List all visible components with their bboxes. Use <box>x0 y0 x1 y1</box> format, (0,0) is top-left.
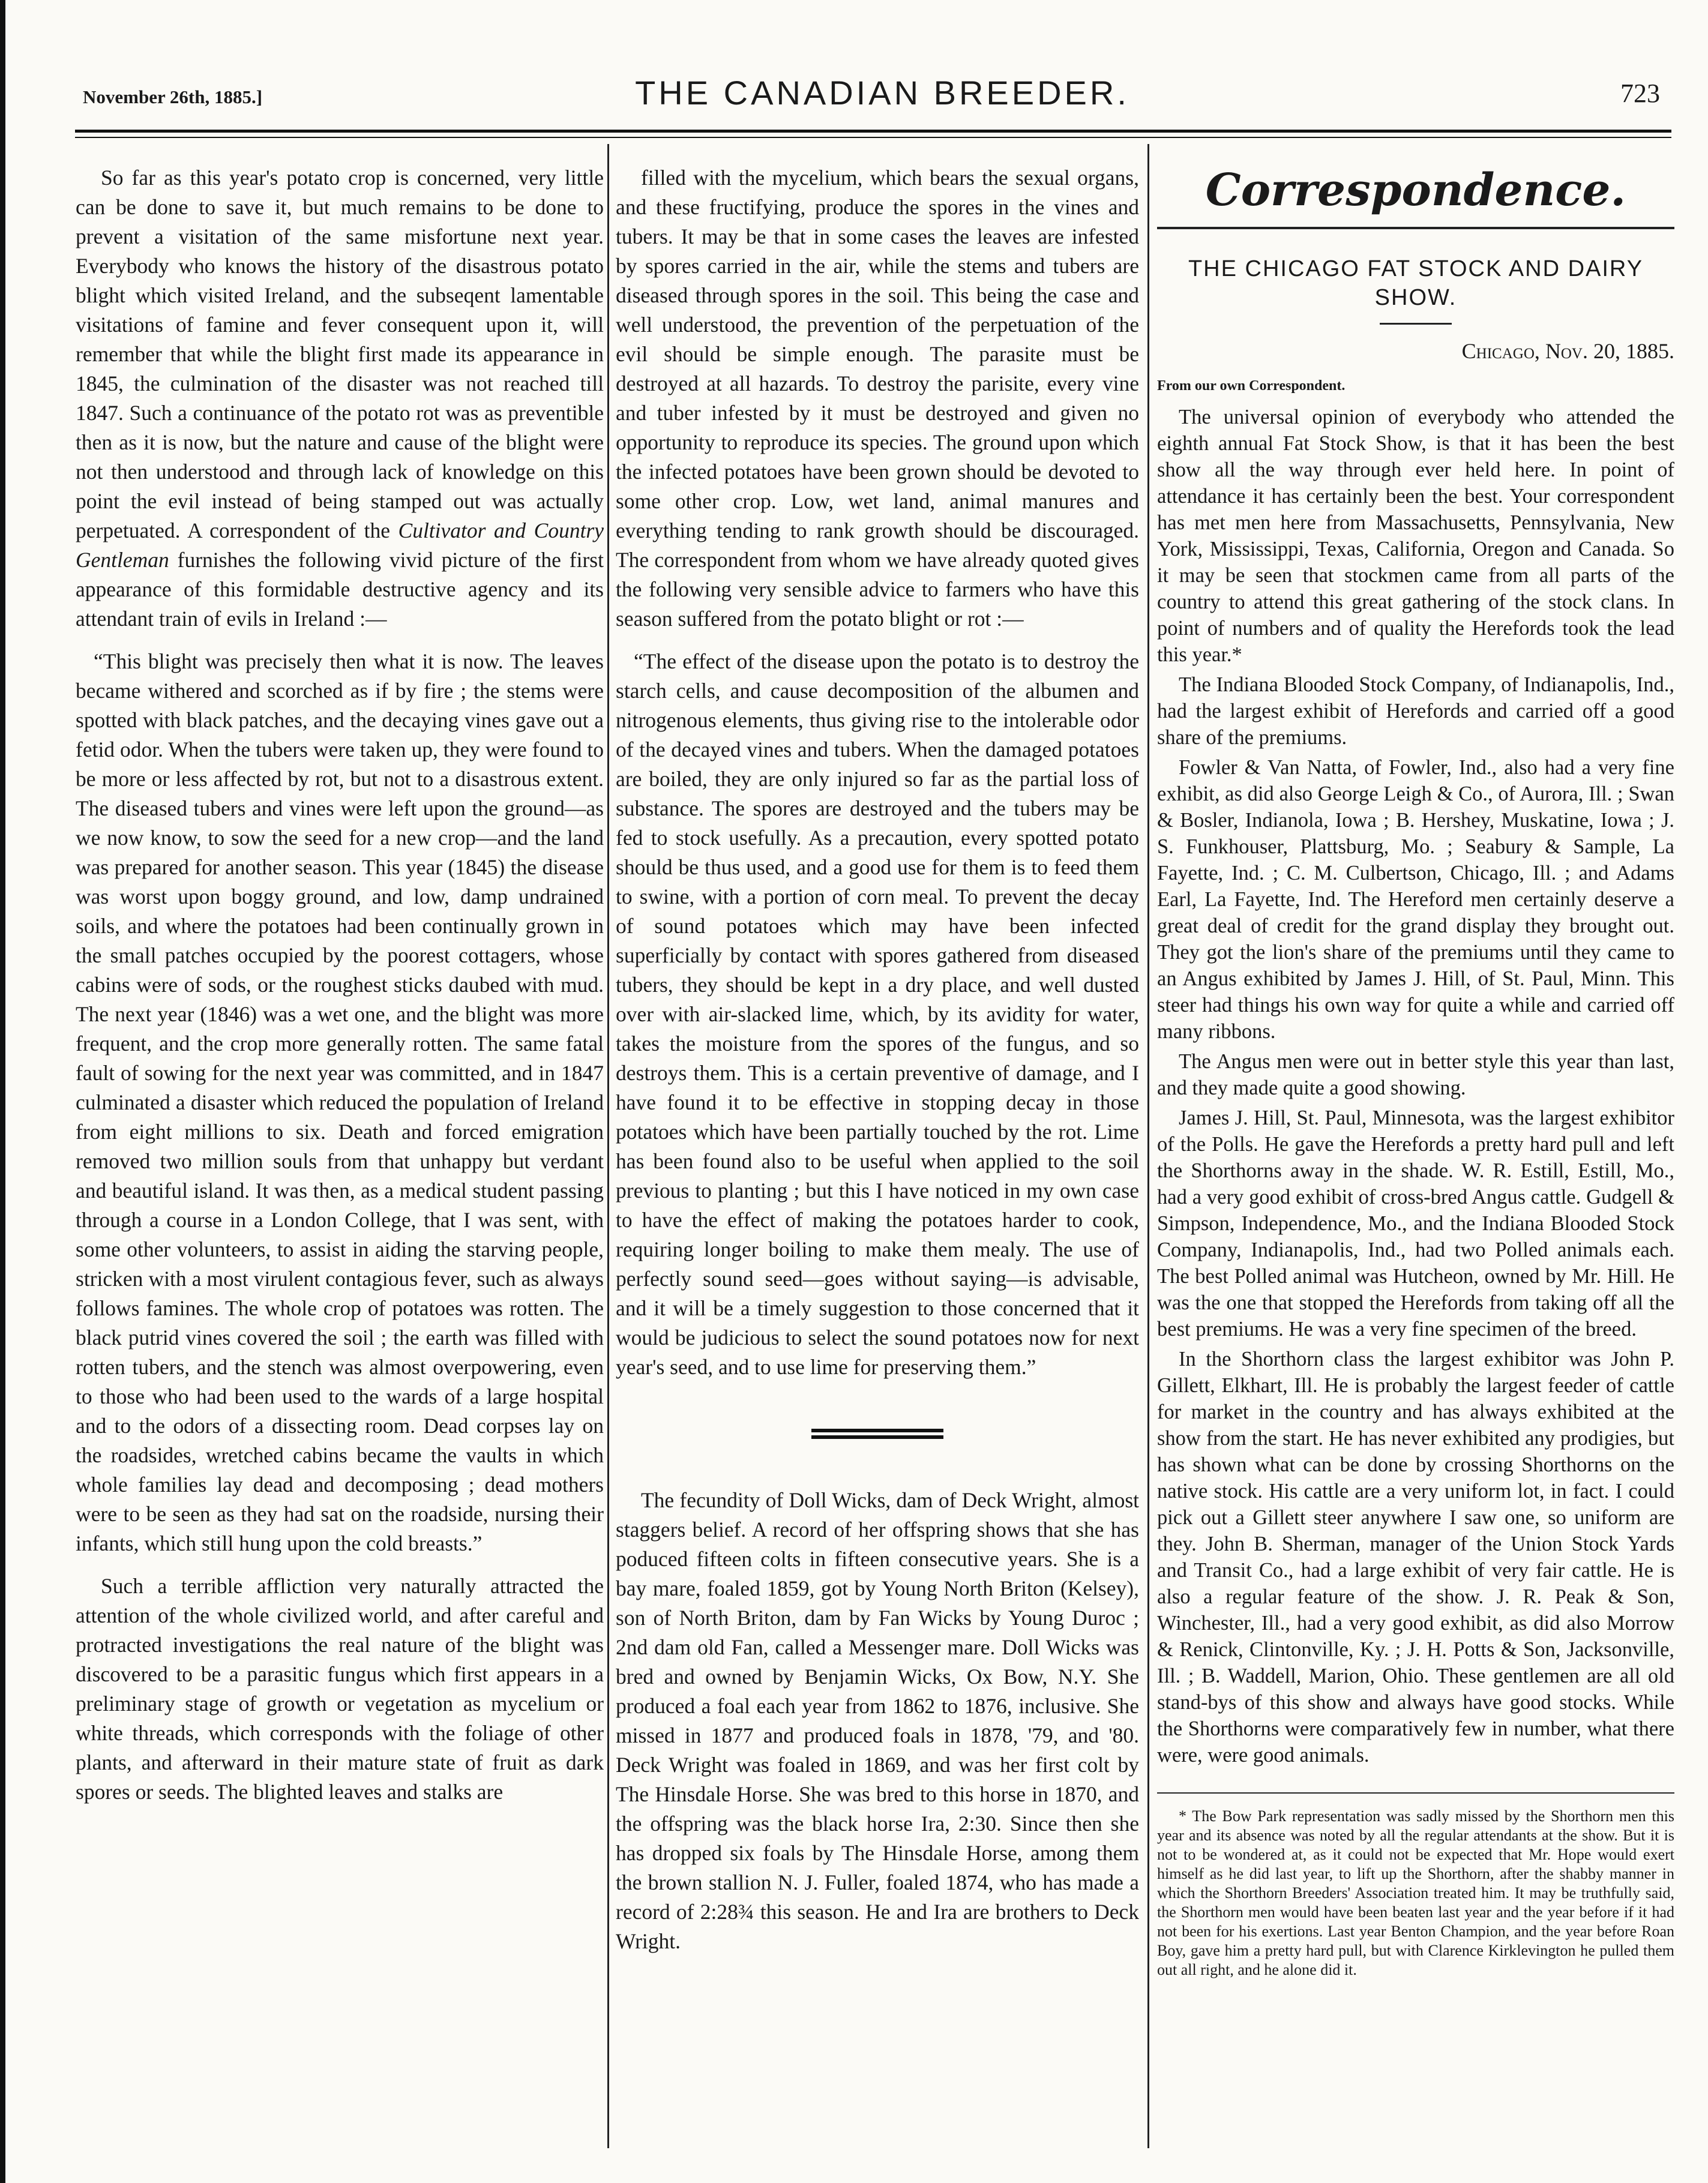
column-1 <box>76 163 604 2143</box>
page-spine-edge <box>0 0 5 2183</box>
newspaper-title: THE CANADIAN BREEDER. <box>635 74 1129 112</box>
article-separator <box>811 1429 943 1439</box>
fat-stock-paragraph-2: The Indiana Blooded Stock Company, of Indianapolis, Ind., had the largest exhibit of Herefords and carried off a good share of the premiums. <box>1157 673 1674 749</box>
paragraph-text: So far as this year's potato crop is concerned, very little can be done to save it, but much remains to be done to prevent a visitation of the same misfortune next year. Everybody who knows the history of the disastrous potato blight which visited Ireland, and the subseqent lamentable visitations of famine and fever consequent upon it, will remember that while the blight first made its appearance in 1845, the culmination of the disaster was not reached till 1847. Such a continuance of the potato rot was as preventible then as it is now, but the nature and cause of the blight were not then understood and through lack of knowledge on this point the evil instead of being stamped out was actually perpetuated. A correspondent of the <box>76 166 604 542</box>
title-rule <box>1380 323 1452 325</box>
footnote: * The Bow Park representation was sadly missed by the Shorthorn men this year and its absence was noted by all the regular attendants at the show. But it is not to be wondered at, as it could not be expected that Mr. Hope would exert himself as he did last year, to lift up the Shorthorn, after the shabby manner in which the Shorthorn Breeders' Association treated him. It may be truthfully said, the Shorthorn men would have been beaten last year and the year before if it had not been for his exertions. Last year Benton Champion, and the year before Roan Boy, gave him a pretty hard pull, but with Clarence Kirklevington he pulled them out all right, and he alone did it. <box>1157 1807 1674 1978</box>
paragraph-text-end: furnishes the following vivid picture of the first appearance of this formidable destructive agency and its attendant train of evils in Ireland :— <box>76 548 604 631</box>
publication-name: Cultivator and Country Gentleman <box>76 518 604 572</box>
correspondence-masthead: Correspondence. <box>1205 164 1626 216</box>
page-number: 723 <box>1620 79 1660 108</box>
article-title: THE CHICAGO FAT STOCK AND DAIRY SHOW. <box>1188 256 1644 310</box>
potato-article-paragraph-1 <box>76 163 604 634</box>
header-rule-thin <box>75 137 1671 138</box>
column-divider-2 <box>1147 144 1149 2148</box>
dateline: Chicago, Nov. 20, 1885. <box>1461 339 1674 363</box>
byline: From our own Correspondent. <box>1157 378 1346 394</box>
fat-stock-paragraph-5: James J. Hill, St. Paul, Minnesota, was the largest exhibitor of the Polls. He gave the Herefords a pretty hard pull and left the Shorthorns away in the shade. W. R. Estill, Estill, Mo., had a very good exhibit of cross-bred Angus cattle. Gudgell & Simpson, Independence, Mo., and the Indiana Blooded Stock Company, Indianapolis, Ind., had two Polled animals each. The best Polled animal was Hutcheon, owned by Mr. Hill. He was the one that stopped the Herefords from taking off all the best premiums. He was a very fine specimen of the breed. <box>1157 1107 1674 1341</box>
advice-quotation: “The effect of the disease upon the potato is to destroy the starch cells, and cause decomposition of the albumen and nitrogenous elements, thus giving rise to the intolerable odor of the decayed vines and tubers. When the damaged potatoes are boiled, they are only injured so far as the partial loss of substance. The spores are destroyed and the tubers may be fed to stock usefully. As a precaution, every spotted potato should be thus used, and a good use for them is to feed them to swine, with a portion of corn meal. To prevent the decay of sound potatoes which may have been infected superficially by contact with spores gathered from diseased tubers, they should be kept in a dry place, and well dusted over with air-slacked lime, which, by its avidity for water, takes the moisture from the spores of the fungus, and so destroys them. This is a certain preventive of damage, and I have found it to be effective in stopping decay in those potatoes which have been partially touched by the rot. Lime has been found also to be useful when applied to the soil previous to planting ; but this I have noticed in my own case to have the effect of making the potatoes harder to cook, requiring longer boiling to make them mealy. The use of perfectly sound seed—goes without saying—is advisable, and it will be a timely suggestion to those concerned that it would be judicious to select the sound potatoes now for next year's seed, and to use lime for preserving them.” <box>616 649 1139 1379</box>
doll-wicks-article: The fecundity of Doll Wicks, dam of Deck Wright, almost staggers belief. A record of her offspring shows that she has poduced fifteen colts in fifteen consecutive years. She is a bay mare, foaled 1859, got by Young North Briton (Kelsey), son of North Briton, dam by Fan Wicks by Young Duroc ; 2nd dam old Fan, called a Messenger mare. Doll Wicks was bred and owned by Benjamin Wicks, Ox Bow, N.Y. She produced a foal each year from 1862 to 1876, inclusive. She missed in 1877 and produced foals in 1878, '79, and '80. Deck Wright was foaled in 1869, and was her first colt by The Hinsdale Horse. She was bred to this horse in 1870, and the offspring was the black horse Ira, 2:30. Since then she has dropped six foals by The Hinsdale Horse, among them the brown stallion N. J. Fuller, foaled 1874, who has made a record of 2:28¾ this season. He and Ira are brothers to Deck Wright. <box>616 1488 1139 1953</box>
masthead-rule <box>1157 227 1674 229</box>
fat-stock-paragraph-3: Fowler & Van Natta, of Fowler, Ind., also had a very fine exhibit, as did also George Leigh & Co., of Aurora, Ill. ; Swan & Bosler, Indianola, Iowa ; B. Hershey, Muskatine, Iowa ; J. S. Funkhouser, Plattsburg, Mo. ; Seabury & Sample, La Fayette, Ind. ; C. M. Culbertson, Chicago, Ill. ; and Adams Earl, La Fayette, Ind. The Hereford men certainly deserve a great deal of credit for the grand display they brought out. They got the lion's share of the premiums until they came to an Angus exhibited by James J. Hill, of St. Paul, Minn. This steer had things his own way for quite a while and carried off many ribbons. <box>1157 756 1674 1043</box>
blight-quotation: “This blight was precisely then what it is now. The leaves became withered and scorched as if by fire ; the stems were spotted with black patches, and the decaying vines gave out a fetid odor. When the tubers were taken up, they were found to be more or less affected by rot, but not to a disastrous extent. The diseased tubers and vines were left upon the ground—as we now know, to sow the seed for a new crop—and the land was prepared for another season. This year (1845) the disease was worst upon boggy ground, and low, damp undrained soils, and where the potatoes had been continually grown in the small patches occupied by the poorest cottagers, whose cabins were of sods, or the roughest sticks daubed with mud. The next year (1846) was a wet one, and the blight was more frequent, and the crop more generally rotten. The same fatal fault of sowing for the next year was committed, and in 1847 culminated a disaster which reduced the population of Ireland from eight millions to six. Death and forced emigration removed two million souls from that unhappy but verdant and beautiful island. It was then, as a medical student passing through a course in a London College, that I was sent, with some other volunteers, to assist in aiding the starving people, stricken with a most virulent contagious fever, such as always follows famines. The whole crop of potatoes was rotten. The black putrid vines covered the soil ; the earth was filled with rotten tubers, and the stench was almost overpowering, even to those who had been used to the wards of a large hospital and to the odors of a dissecting room. Dead corpses lay on the roadsides, wretched cabins became the vaults in which whole families lay dead and decomposing ; dead mothers were to be seen as they had sat on the roadside, nursing their infants, which still hung upon the cold breasts.” <box>76 649 604 1555</box>
potato-article-continuation: filled with the mycelium, which bears the sexual organs, and these fructifying, produce the spores in the vines and tubers. It may be that in some cases the leaves are infested by spores carried in the air, while the stems and tubers are diseased through spores in the soil. This being the case and well understood, the prevention of the perpetuation of the evil should be simple enough. The parasite must be destroyed at all hazards. To destroy the parisite, every vine and tuber infested by it must be destroyed and given no opportunity to reproduce its species. The ground upon which the infected potatoes have been grown should be devoted to some other crop. Low, wet land, animal manures and everything tending to rank growth should be discouraged. The correspondent from whom we have already quoted gives the following very sensible advice to farmers who have this season suffered from the potato blight or rot :— <box>616 166 1139 631</box>
fat-stock-paragraph-1: The universal opinion of everybody who attended the eighth annual Fat Stock Show, is that it has been the best show all the way through ever held here. In point of attendance it has certainly been the best. Your correspondent has met men here from Massachusetts, Pennsylvania, New York, Mississippi, Texas, California, Oregon and Canada. So it may be seen that stockmen came from all parts of the country to attend this great gathering of the stock clans. In point of numbers and of quality the Herefords took the lead this year.* <box>1157 406 1674 666</box>
column-divider-1 <box>607 144 609 2148</box>
column-2 <box>616 163 1139 2143</box>
column-3 <box>1157 163 1674 2143</box>
fat-stock-paragraph-4: The Angus men were out in better style this year than last, and they made quite a good showing. <box>1157 1050 1674 1099</box>
header-date: November 26th, 1885.] <box>83 86 263 107</box>
potato-article-paragraph-3: Such a terrible affliction very naturally attracted the attention of the whole civilized world, and after careful and protracted investigations the real nature of the blight was discovered to be a parasitic fungus which first appears in a preliminary stage of growth or vegetation as mycelium or white threads, which corresponds with the foliage of other plants, and afterward in their mature state of fruit as dark spores or seeds. The blighted leaves and stalks are <box>76 1574 604 1804</box>
footnote-rule <box>1157 1792 1674 1794</box>
fat-stock-paragraph-6: In the Shorthorn class the largest exhibitor was John P. Gillett, Elkhart, Ill. He is probably the largest feeder of cattle for market in the country and has always exhibited at the show from the start. He has never exhibited any prodigies, but has shown what can be done by crossing Shorthorns on the native stock. His cattle are a very uniform lot, in fact. I could pick out a Gillett steer anywhere I saw one, so uniform are they. John B. Sherman, manager of the Union Stock Yards and Transit Co., had a large exhibit of very fair cattle. He is also a regular feature of the show. J. R. Peak & Son, Winchester, Ill., had a very good exhibit, as did also Morrow & Renick, Clintonville, Ky. ; J. H. Potts & Son, Jacksonville, Ill. ; B. Waddell, Marion, Ohio. These gentlemen are all old stand-bys of this show and always have good stocks. While the Shorthorns were comparatively few in number, what there were, were good animals. <box>1157 1348 1674 1767</box>
header-rule-thick <box>75 130 1671 133</box>
